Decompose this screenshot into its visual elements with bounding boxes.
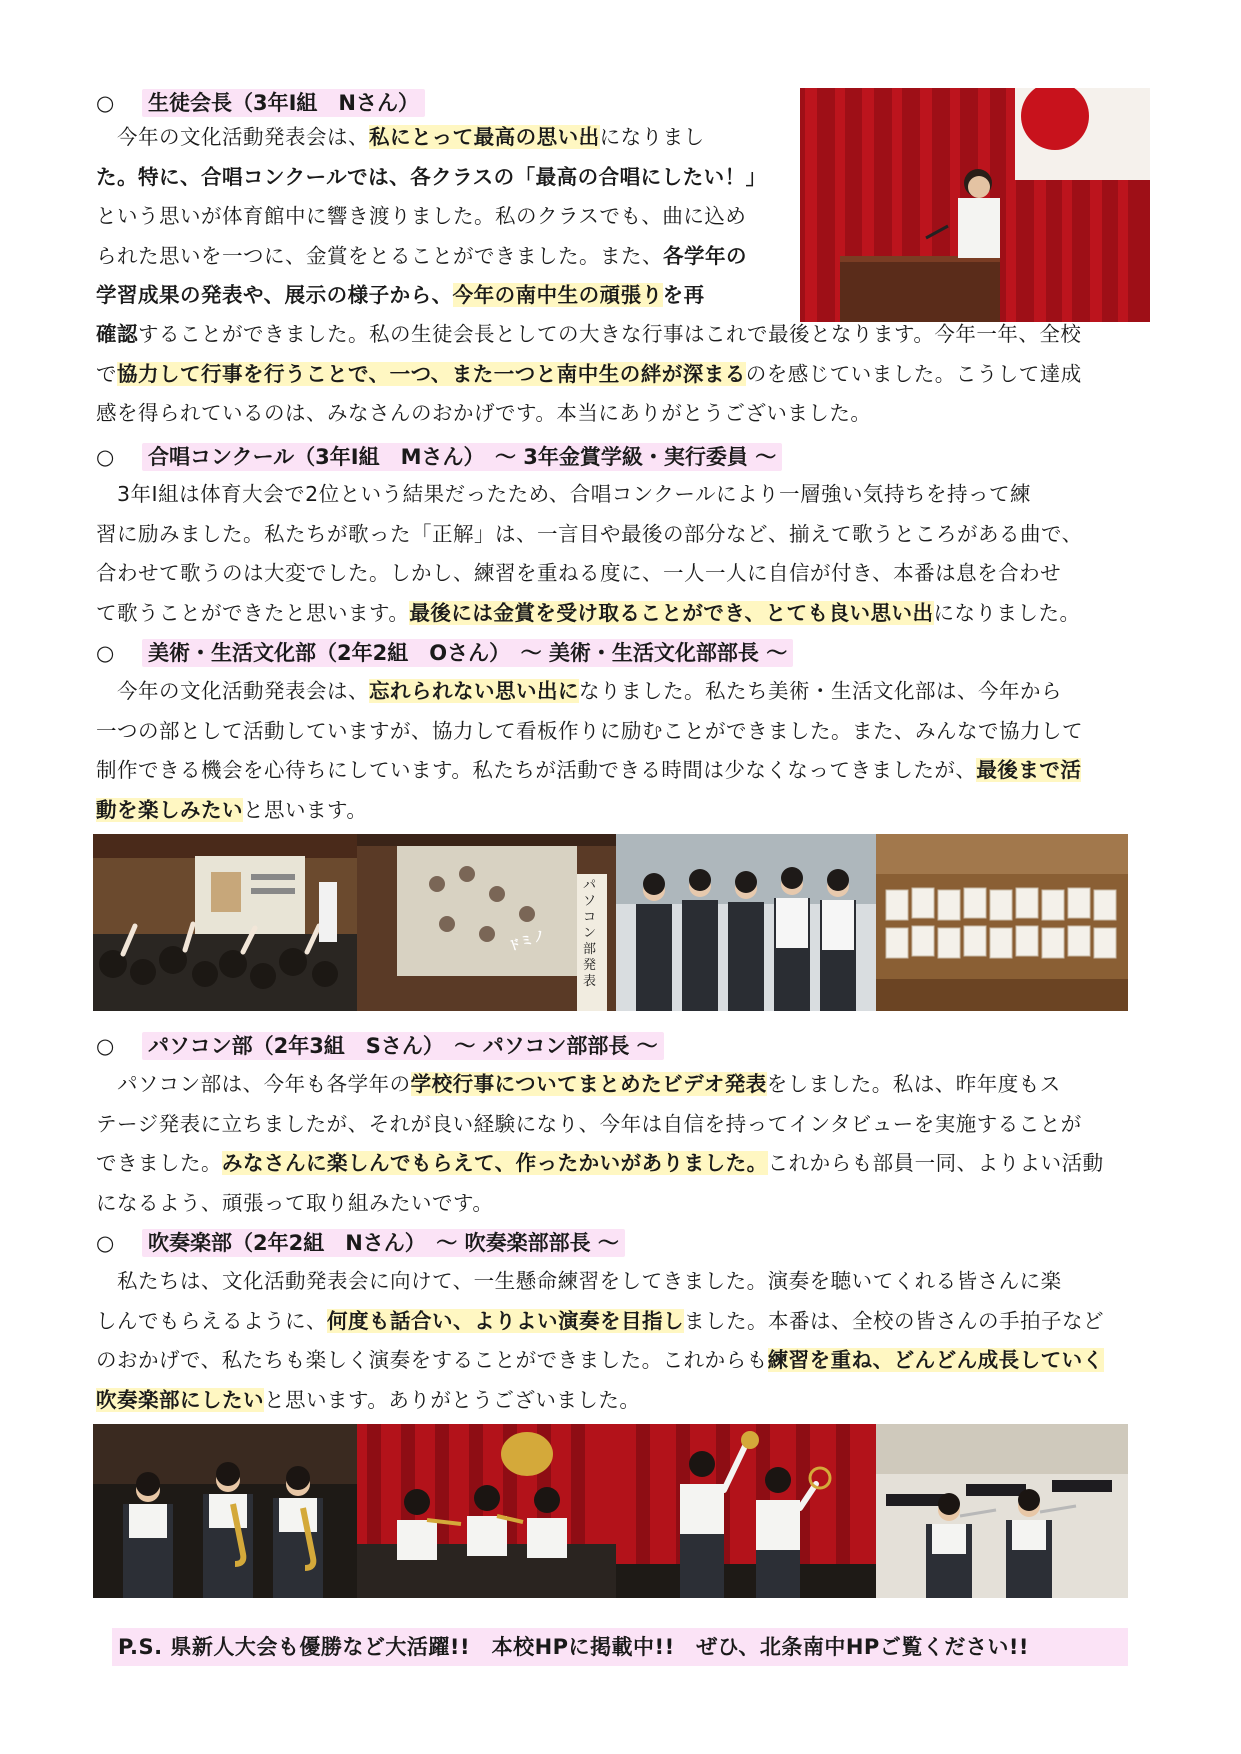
photo-exhibition-wall bbox=[876, 834, 1128, 1011]
ps-footer: P.S. 県新人大会も優勝など大活躍!! 本校HPに掲載中!! ぜひ、北条南中HPご覧ください!! bbox=[112, 1628, 1128, 1666]
photo-brass-saxophones bbox=[93, 1424, 357, 1598]
photo-students-posing bbox=[616, 834, 876, 1011]
photo-audience-stage bbox=[93, 834, 357, 1011]
photo-banner-text: パソコン部 発表 bbox=[583, 878, 597, 989]
section-title: パソコン部（2年3組 Sさん） ～ パソコン部部長 ～ bbox=[142, 1032, 664, 1060]
photo-speaker-podium bbox=[800, 88, 1150, 322]
circle-bullet-icon: ○ bbox=[96, 641, 115, 665]
section-body-student-council: 今年の文化活動発表会は、私にとって最高の思い出になりまし た。特に、合唱コンクールでは、各クラスの「最高の合唱にしたい！」 という思いが体育館中に響き渡りました。私のクラスでも、曲に込め られた思いを一つに、金賞をとることができました。また、各学年の 学習成果の発表や、展示の様子から、今年の南中生の頑張りを再 bbox=[96, 125, 767, 307]
section-body-brass-band: 私たちは、文化活動発表会に向けて、一生懸命練習をしてきました。演奏を聴いてくれる皆さんに楽 しんでもらえるように、何度も話合い、よりよい演奏を目指しました。本番は、全校の皆さんの手拍子など のおかげで、私たちも楽しく演奏をすることができました。これからも練習を重ね、どんどん成長していく 吹奏楽部にしたいと思います。ありがとうございました。 bbox=[96, 1269, 1104, 1412]
circle-bullet-icon: ○ bbox=[96, 1231, 115, 1255]
section-title: 生徒会長（3年Ⅰ組 Nさん） bbox=[142, 89, 425, 117]
circle-bullet-icon: ○ bbox=[96, 445, 115, 469]
section-heading-art-club bbox=[96, 636, 793, 670]
photo-brass-trumpets bbox=[357, 1424, 616, 1598]
section-heading-chorus bbox=[96, 440, 782, 474]
circle-bullet-icon: ○ bbox=[96, 1034, 115, 1058]
photo-brass-flutes bbox=[876, 1424, 1128, 1598]
section-title: 美術・生活文化部（2年2組 Oさん） ～ 美術・生活文化部部長 ～ bbox=[142, 639, 793, 667]
section-heading-brass-band bbox=[96, 1226, 625, 1260]
circle-bullet-icon: ○ bbox=[96, 91, 115, 115]
section-title: 吹奏楽部（2年2組 Nさん） ～ 吹奏楽部部長 ～ bbox=[142, 1229, 625, 1257]
section-body-student-council-cont: 確認することができました。私の生徒会長としての大きな行事はこれで最後となります。今年一年、全校 で協力して行事を行うことで、一つ、また一つと南中生の絆が深まるのを感じていました。こうして達成 感を得られているのは、みなさんのおかげです。本当にありがとうございました。 bbox=[96, 322, 1082, 425]
photo-speaker-svg bbox=[800, 88, 1150, 322]
section-body-art-club: 今年の文化活動発表会は、忘れられない思い出になりました。私たち美術・生活文化部は、今年から 一つの部として活動していますが、協力して看板作りに励むことができました。また、みんなで協力して 制作できる機会を心待ちにしています。私たちが活動できる時間は少なくなってきましたが、最後まで活 動を楽しみたいと思います。 bbox=[96, 679, 1083, 822]
section-body-chorus: 3年Ⅰ組は体育大会で2位という結果だったため、合唱コンクールにより一層強い気持ちを持って練 習に励みました。私たちが歌った「正解」は、一言目や最後の部分など、揃えて歌うところがある曲で、 合わせて歌うのは大変でした。しかし、練習を重ねる度に、一人一人に自信が付き、本番は息を合わせ て歌うことができたと思います。最後には金賞を受け取ることができ、とても良い思い出になりました。 bbox=[96, 482, 1083, 625]
photo-screen-caption: ドミノ bbox=[506, 927, 549, 956]
section-body-pc-club: パソコン部は、今年も各学年の学校行事についてまとめたビデオ発表をしました。私は、昨年度もス テージ発表に立ちましたが、それが良い経験になり、今年は自信を持ってインタビューを実施することが できました。みなさんに楽しんでもらえて、作ったかいがありました。これからも部員一同、よりよい活動 になるよう、頑張って取り組みたいです。 bbox=[96, 1072, 1104, 1215]
photo-pc-club-screen bbox=[357, 834, 616, 1011]
section-title: 合唱コンクール（3年Ⅰ組 Mさん） ～ 3年金賞学級・実行委員 ～ bbox=[142, 443, 782, 471]
photo-brass-percussion bbox=[616, 1424, 876, 1598]
section-heading-pc-club bbox=[96, 1029, 664, 1063]
section-heading-student-council bbox=[96, 86, 425, 120]
